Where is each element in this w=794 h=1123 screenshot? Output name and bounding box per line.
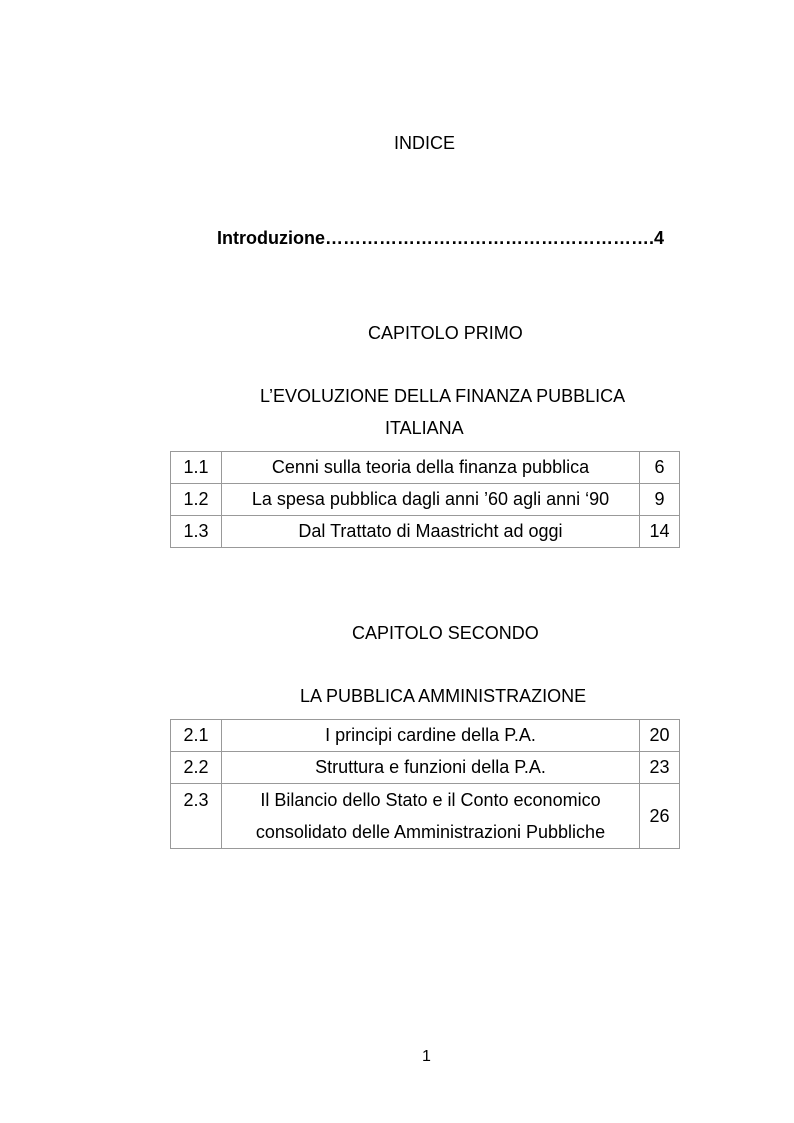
chapter1-title-line2: ITALIANA	[385, 418, 464, 438]
table-row	[171, 720, 680, 752]
section-number: 1.2	[171, 484, 222, 516]
table-row	[171, 452, 680, 484]
section-title: Cenni sulla teoria della finanza pubblica	[222, 452, 640, 484]
section-title: Dal Trattato di Maastricht ad oggi	[222, 516, 640, 548]
section-page: 26	[640, 784, 680, 849]
section-title: La spesa pubblica dagli anni ’60 agli anni ‘90	[222, 484, 640, 516]
section-page: 23	[640, 752, 680, 784]
section-title-line2: consolidato delle Amministrazioni Pubbliche	[255, 822, 606, 842]
section-page: 20	[640, 720, 680, 752]
section-title	[222, 784, 640, 849]
section-number: 2.1	[171, 720, 222, 752]
section-number: 2.2	[171, 752, 222, 784]
page-number: 1	[422, 1048, 431, 1065]
chapter1-label: CAPITOLO PRIMO	[368, 323, 523, 343]
intro-page: 4	[654, 228, 665, 248]
chapter2-toc-table	[170, 719, 680, 849]
chapter1-title-line1: L’EVOLUZIONE DELLA FINANZA PUBBLICA	[260, 386, 626, 406]
intro-entry	[217, 228, 664, 249]
section-title: I principi cardine della P.A.	[222, 720, 640, 752]
page-title: INDICE	[394, 133, 456, 153]
section-page: 9	[640, 484, 680, 516]
section-number: 2.3	[171, 784, 222, 849]
section-page: 6	[640, 452, 680, 484]
section-title: Struttura e funzioni della P.A.	[222, 752, 640, 784]
intro-leader: ……………………………………………….	[324, 228, 654, 248]
section-number: 1.3	[171, 516, 222, 548]
table-row	[171, 516, 680, 548]
section-number: 1.1	[171, 452, 222, 484]
table-row	[171, 752, 680, 784]
section-title-line1: Il Bilancio dello Stato e il Conto economico	[260, 790, 601, 810]
chapter2-title: LA PUBBLICA AMMINISTRAZIONE	[300, 686, 587, 706]
table-row	[171, 784, 680, 849]
chapter2-label: CAPITOLO SECONDO	[352, 623, 539, 643]
intro-label: Introduzione	[217, 228, 325, 248]
table-row	[171, 484, 680, 516]
section-page: 14	[640, 516, 680, 548]
chapter1-toc-table	[170, 451, 680, 548]
